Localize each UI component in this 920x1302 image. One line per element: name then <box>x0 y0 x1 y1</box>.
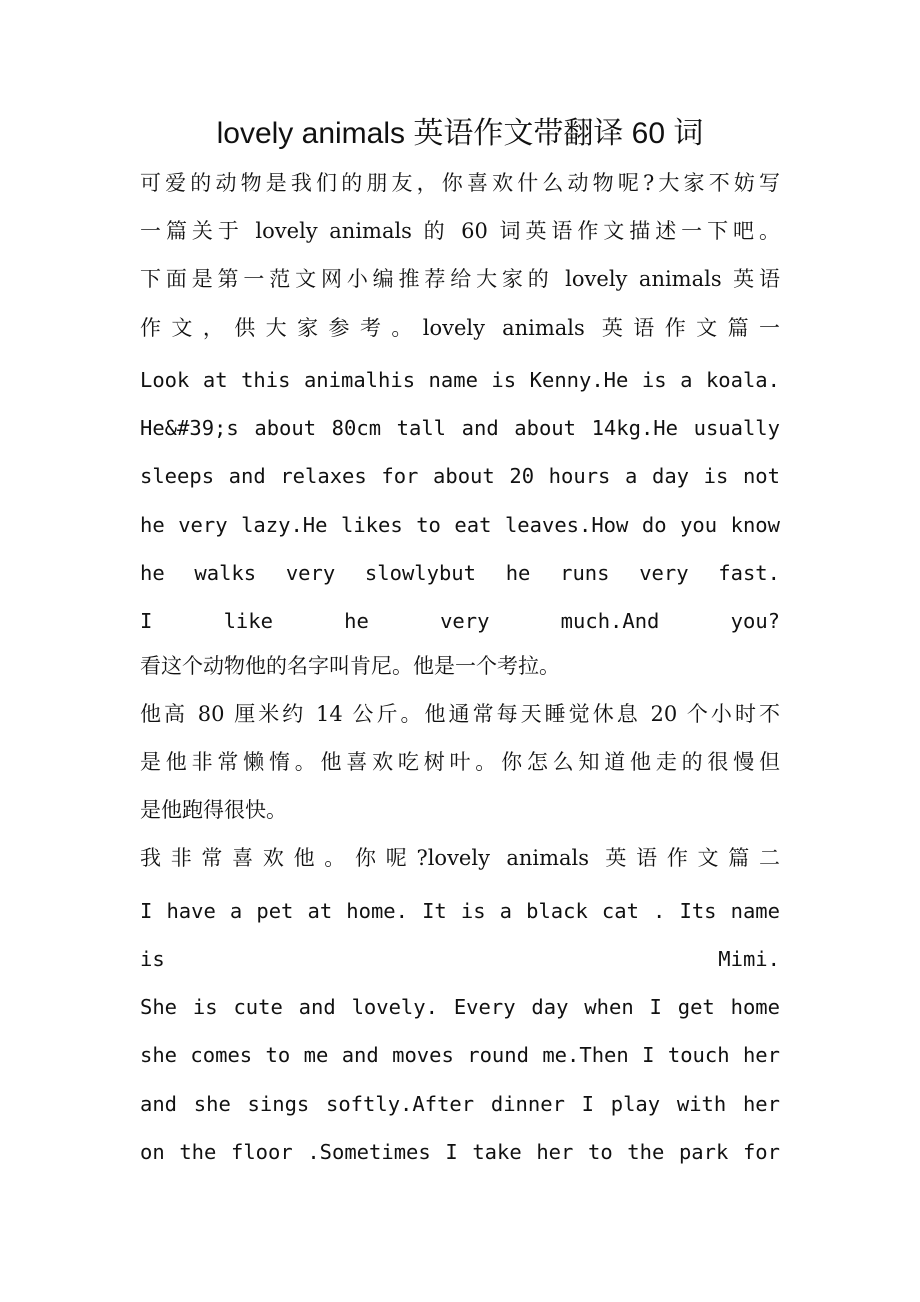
paragraph-line: is Mimi. <box>140 947 780 971</box>
paragraph-line: and she sings softly.After dinner I play with her <box>140 1092 780 1116</box>
paragraph-line: 一篇关于 lovely animals 的 60 词英语作文描述一下吧。 <box>140 219 780 243</box>
paragraph-line: 可爱的动物是我们的朋友，你喜欢什么动物呢?大家不妨写 <box>140 171 780 195</box>
paragraph-line: he walks very slowlybut he runs very fast. <box>140 561 780 585</box>
paragraph-line: she comes to me and moves round me.Then I touch her <box>140 1043 780 1067</box>
paragraph-line: 我非常喜欢他。你呢?lovely animals 英语作文篇二 <box>140 846 780 870</box>
paragraph-line: He&#39;s about 80cm tall and about 14kg.He usually <box>140 416 780 440</box>
document-title: lovely animals 英语作文带翻译 60 词 <box>216 117 704 150</box>
paragraph-line: 是他跑得很快。 <box>140 798 287 822</box>
paragraph-line: on the floor .Sometimes I take her to the park for <box>140 1140 780 1164</box>
paragraph-line: She is cute and lovely. Every day when I get home <box>140 995 780 1019</box>
paragraph-line: 看这个动物他的名字叫肯尼。他是一个考拉。 <box>140 654 560 678</box>
paragraph-line: 下面是第一范文网小编推荐给大家的 lovely animals 英语 <box>140 267 780 291</box>
paragraph-line: Look at this animalhis name is Kenny.He is a koala. <box>140 368 780 392</box>
paragraph-line: he very lazy.He likes to eat leaves.How do you know <box>140 513 780 537</box>
paragraph-line: I have a pet at home. It is a black cat . Its name <box>140 899 780 923</box>
paragraph-line: 是他非常懒惰。他喜欢吃树叶。你怎么知道他走的很慢但 <box>140 750 780 774</box>
paragraph-line: 作文，供大家参考。lovely animals 英语作文篇一 <box>140 316 780 340</box>
paragraph-line: sleeps and relaxes for about 20 hours a day is not <box>140 464 780 488</box>
paragraph-line: 他高 80 厘米约 14 公斤。他通常每天睡觉休息 20 个小时不 <box>140 702 780 726</box>
paragraph-line: I like he very much.And you? <box>140 609 780 633</box>
